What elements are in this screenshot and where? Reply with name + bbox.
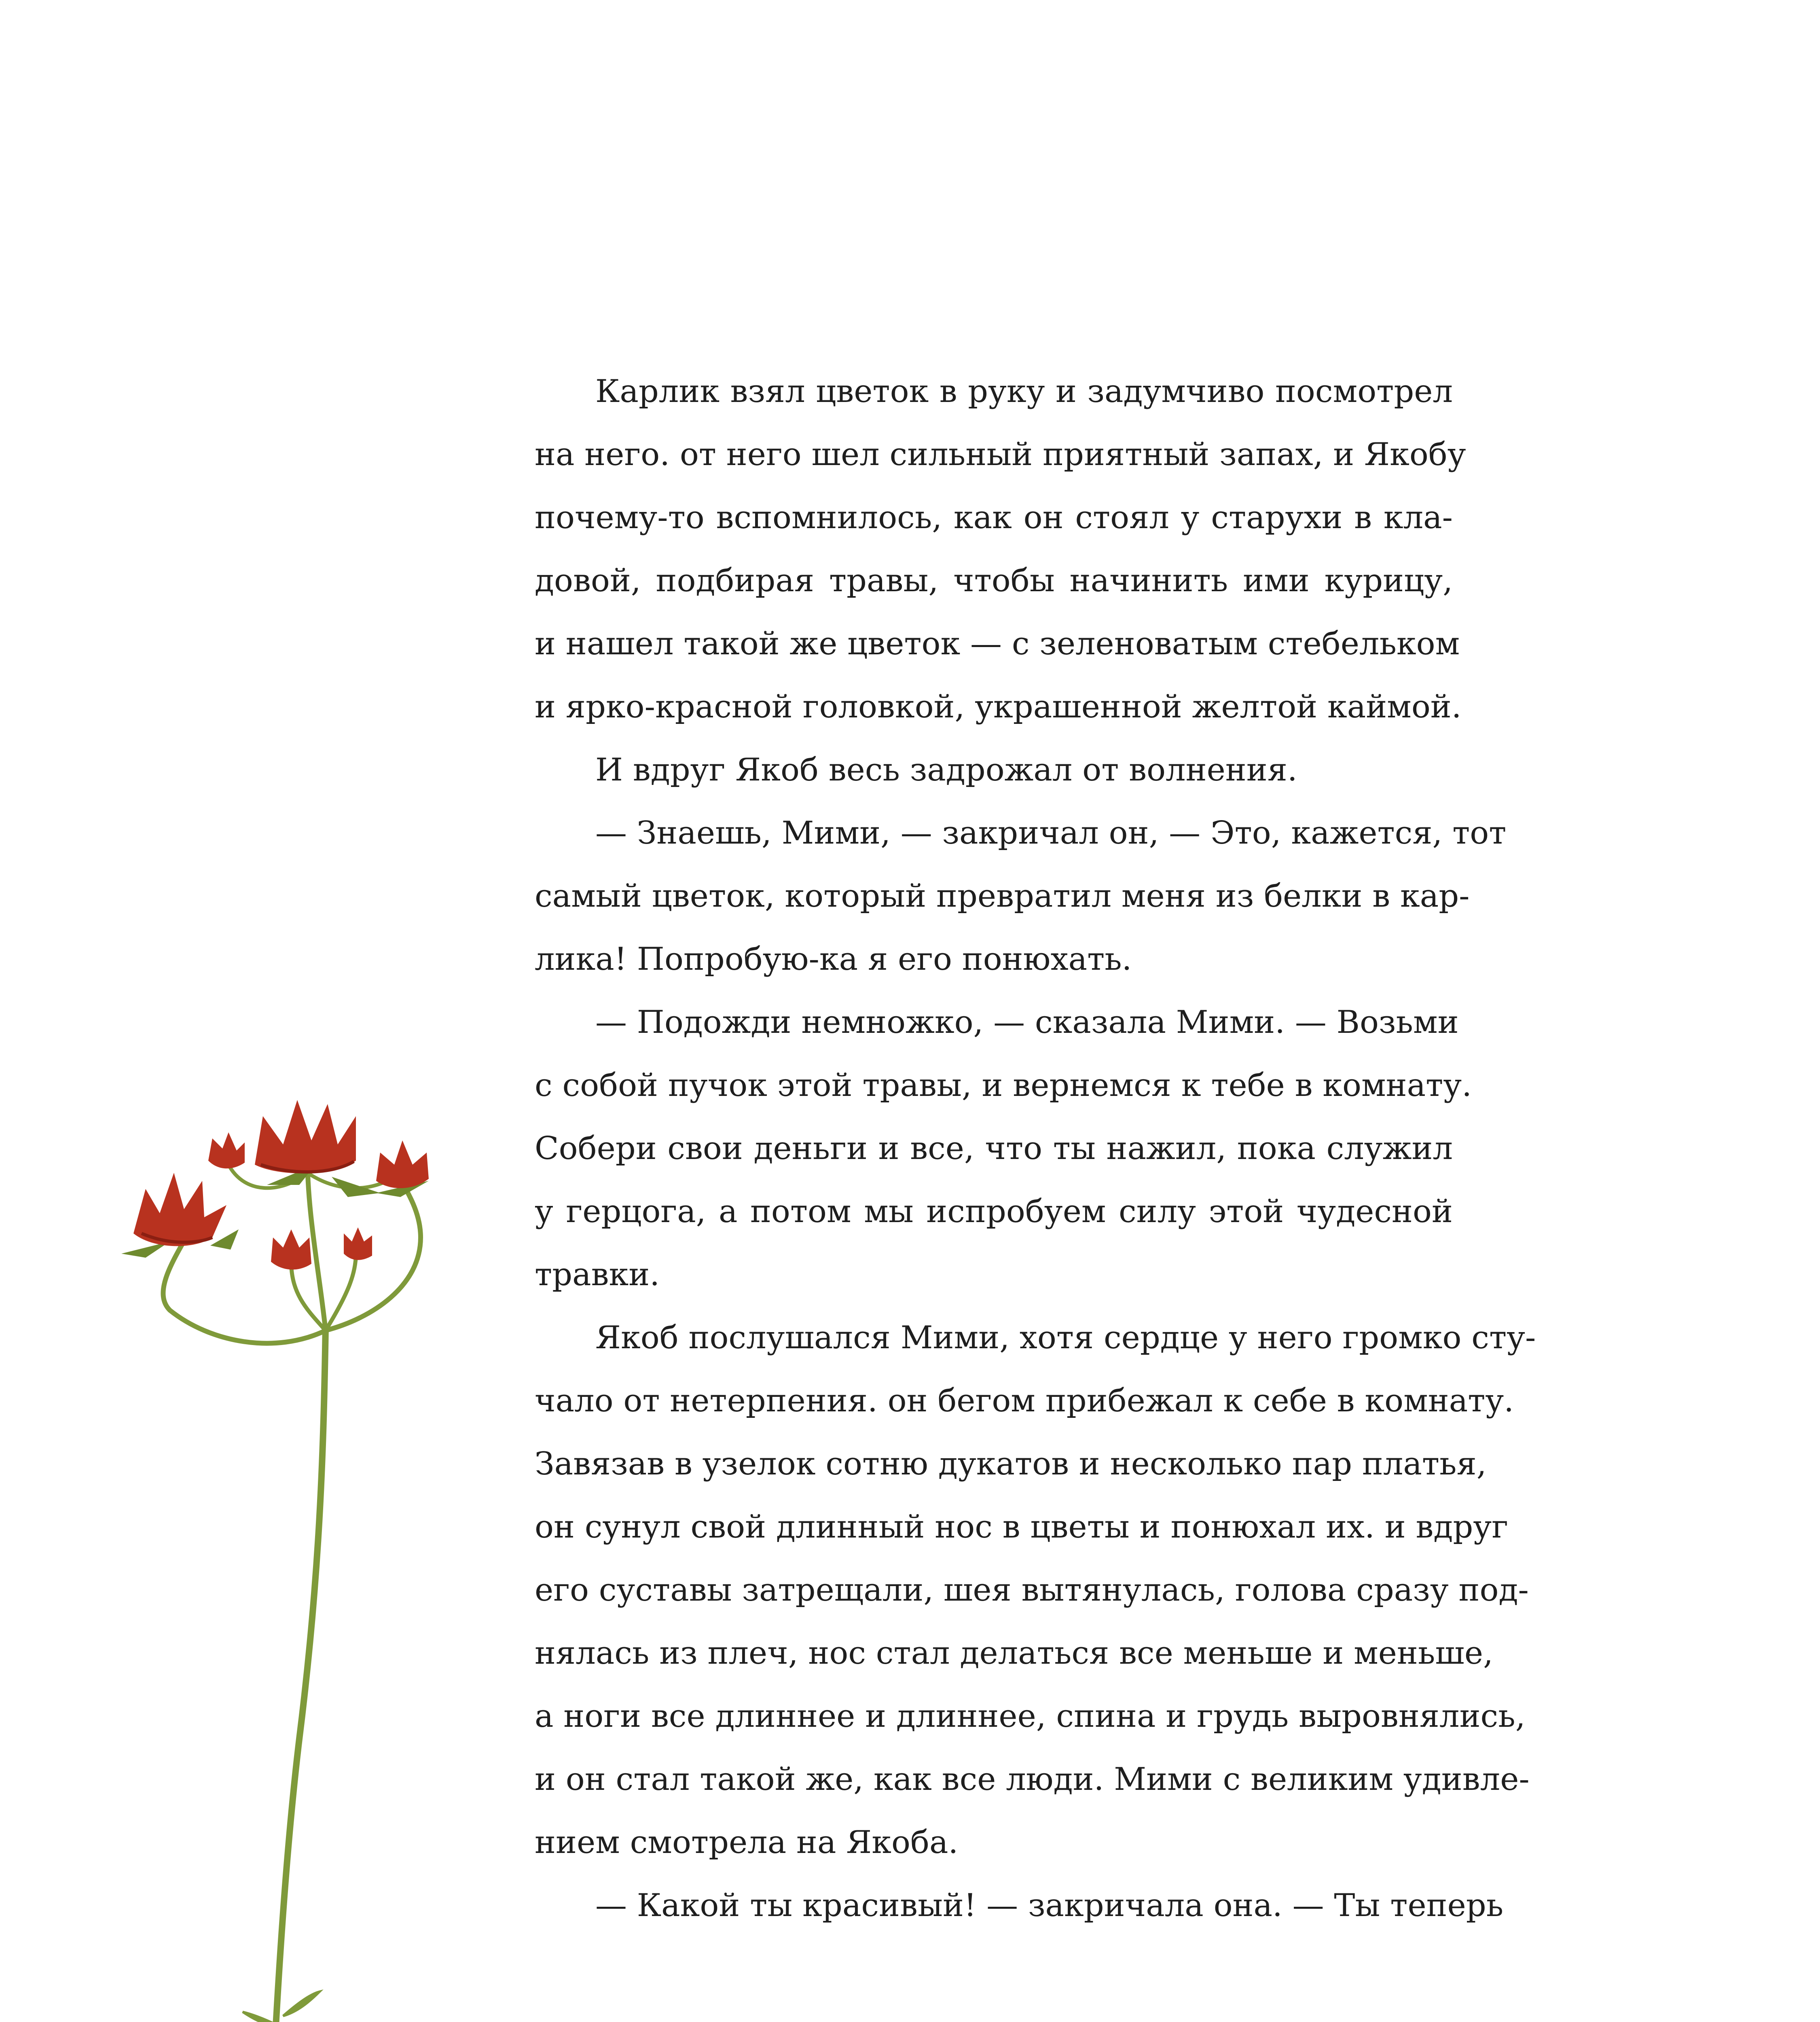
flower-stem: [259, 1326, 326, 2022]
text-line: нием смотрела на Якоба.: [535, 1824, 959, 1861]
text-line: и нашел такой же цветок — с зеленоватым стебельком: [535, 626, 1460, 662]
text-line: травки.: [535, 1256, 660, 1293]
story-text: [535, 360, 1536, 1937]
text-line: — Какой ты красивый! — закричала она. — Ты теперь: [595, 1887, 1504, 1924]
text-line: нялась из плеч, нос стал делаться все меньше и меньше,: [535, 1635, 1493, 1671]
text-line: — Знаешь, Мими, — закричал он, — Это, кажется, тот: [595, 815, 1507, 851]
text-line: а ноги все длиннее и длиннее, спина и грудь выровнялись,: [535, 1698, 1526, 1734]
flower-bud-right: [344, 1227, 372, 1260]
flower-bud-top-left: [208, 1132, 245, 1168]
text-line: на него. от него шел сильный приятный запах, и Якобу: [535, 436, 1466, 473]
text-line: он сунул свой длинный нос в цветы и понюхал их. и вдруг: [535, 1509, 1509, 1545]
text-line: чало от нетерпения. он бегом прибежал к себе в комнату.: [535, 1383, 1514, 1419]
flower-head-left: [133, 1173, 226, 1246]
text-line: и ярко-красной головкой, украшенной желтой каймой.: [535, 689, 1462, 725]
leaf-right: [283, 1992, 320, 2016]
text-line: Карлик взял цветок в руку и задумчиво посмотрел: [595, 373, 1453, 410]
text-line: Собери свои деньги и все, что ты нажил, пока служил: [535, 1130, 1453, 1167]
text-line: у герцога, а потом мы испробуем силу этой чудесной: [535, 1193, 1453, 1230]
text-line: Якоб послушался Мими, хотя сердце у него громко сту-: [595, 1320, 1536, 1356]
text-line: с собой пучок этой травы, и вернемся к тебе в комнату.: [535, 1067, 1472, 1104]
text-line: его суставы затрещали, шея вытянулась, голова сразу под-: [535, 1572, 1529, 1608]
flower-bud-middle: [271, 1229, 311, 1269]
flower-head-right: [376, 1140, 429, 1188]
text-line: почему-то вспомнилось, как он стоял у старухи в кла-: [535, 499, 1453, 536]
text-line: довой, подбирая травы, чтобы начинить ими курицу,: [535, 563, 1453, 599]
text-line: Завязав в узелок сотню дукатов и несколько пар платья,: [535, 1446, 1487, 1482]
text-line: И вдруг Якоб весь задрожал от волнения.: [595, 752, 1297, 788]
flower-head-top: [255, 1100, 356, 1173]
branch-5: [326, 1254, 356, 1330]
text-line: — Подожди немножко, — сказала Мими. — Возьми: [595, 1004, 1459, 1041]
text-line: лика! Попробую-ка я его понюхать.: [535, 941, 1132, 977]
text-line: самый цветок, который превратил меня из белки в кар-: [535, 878, 1470, 914]
text-line: и он стал такой же, как все люди. Мими с великим удивле-: [535, 1761, 1530, 1798]
